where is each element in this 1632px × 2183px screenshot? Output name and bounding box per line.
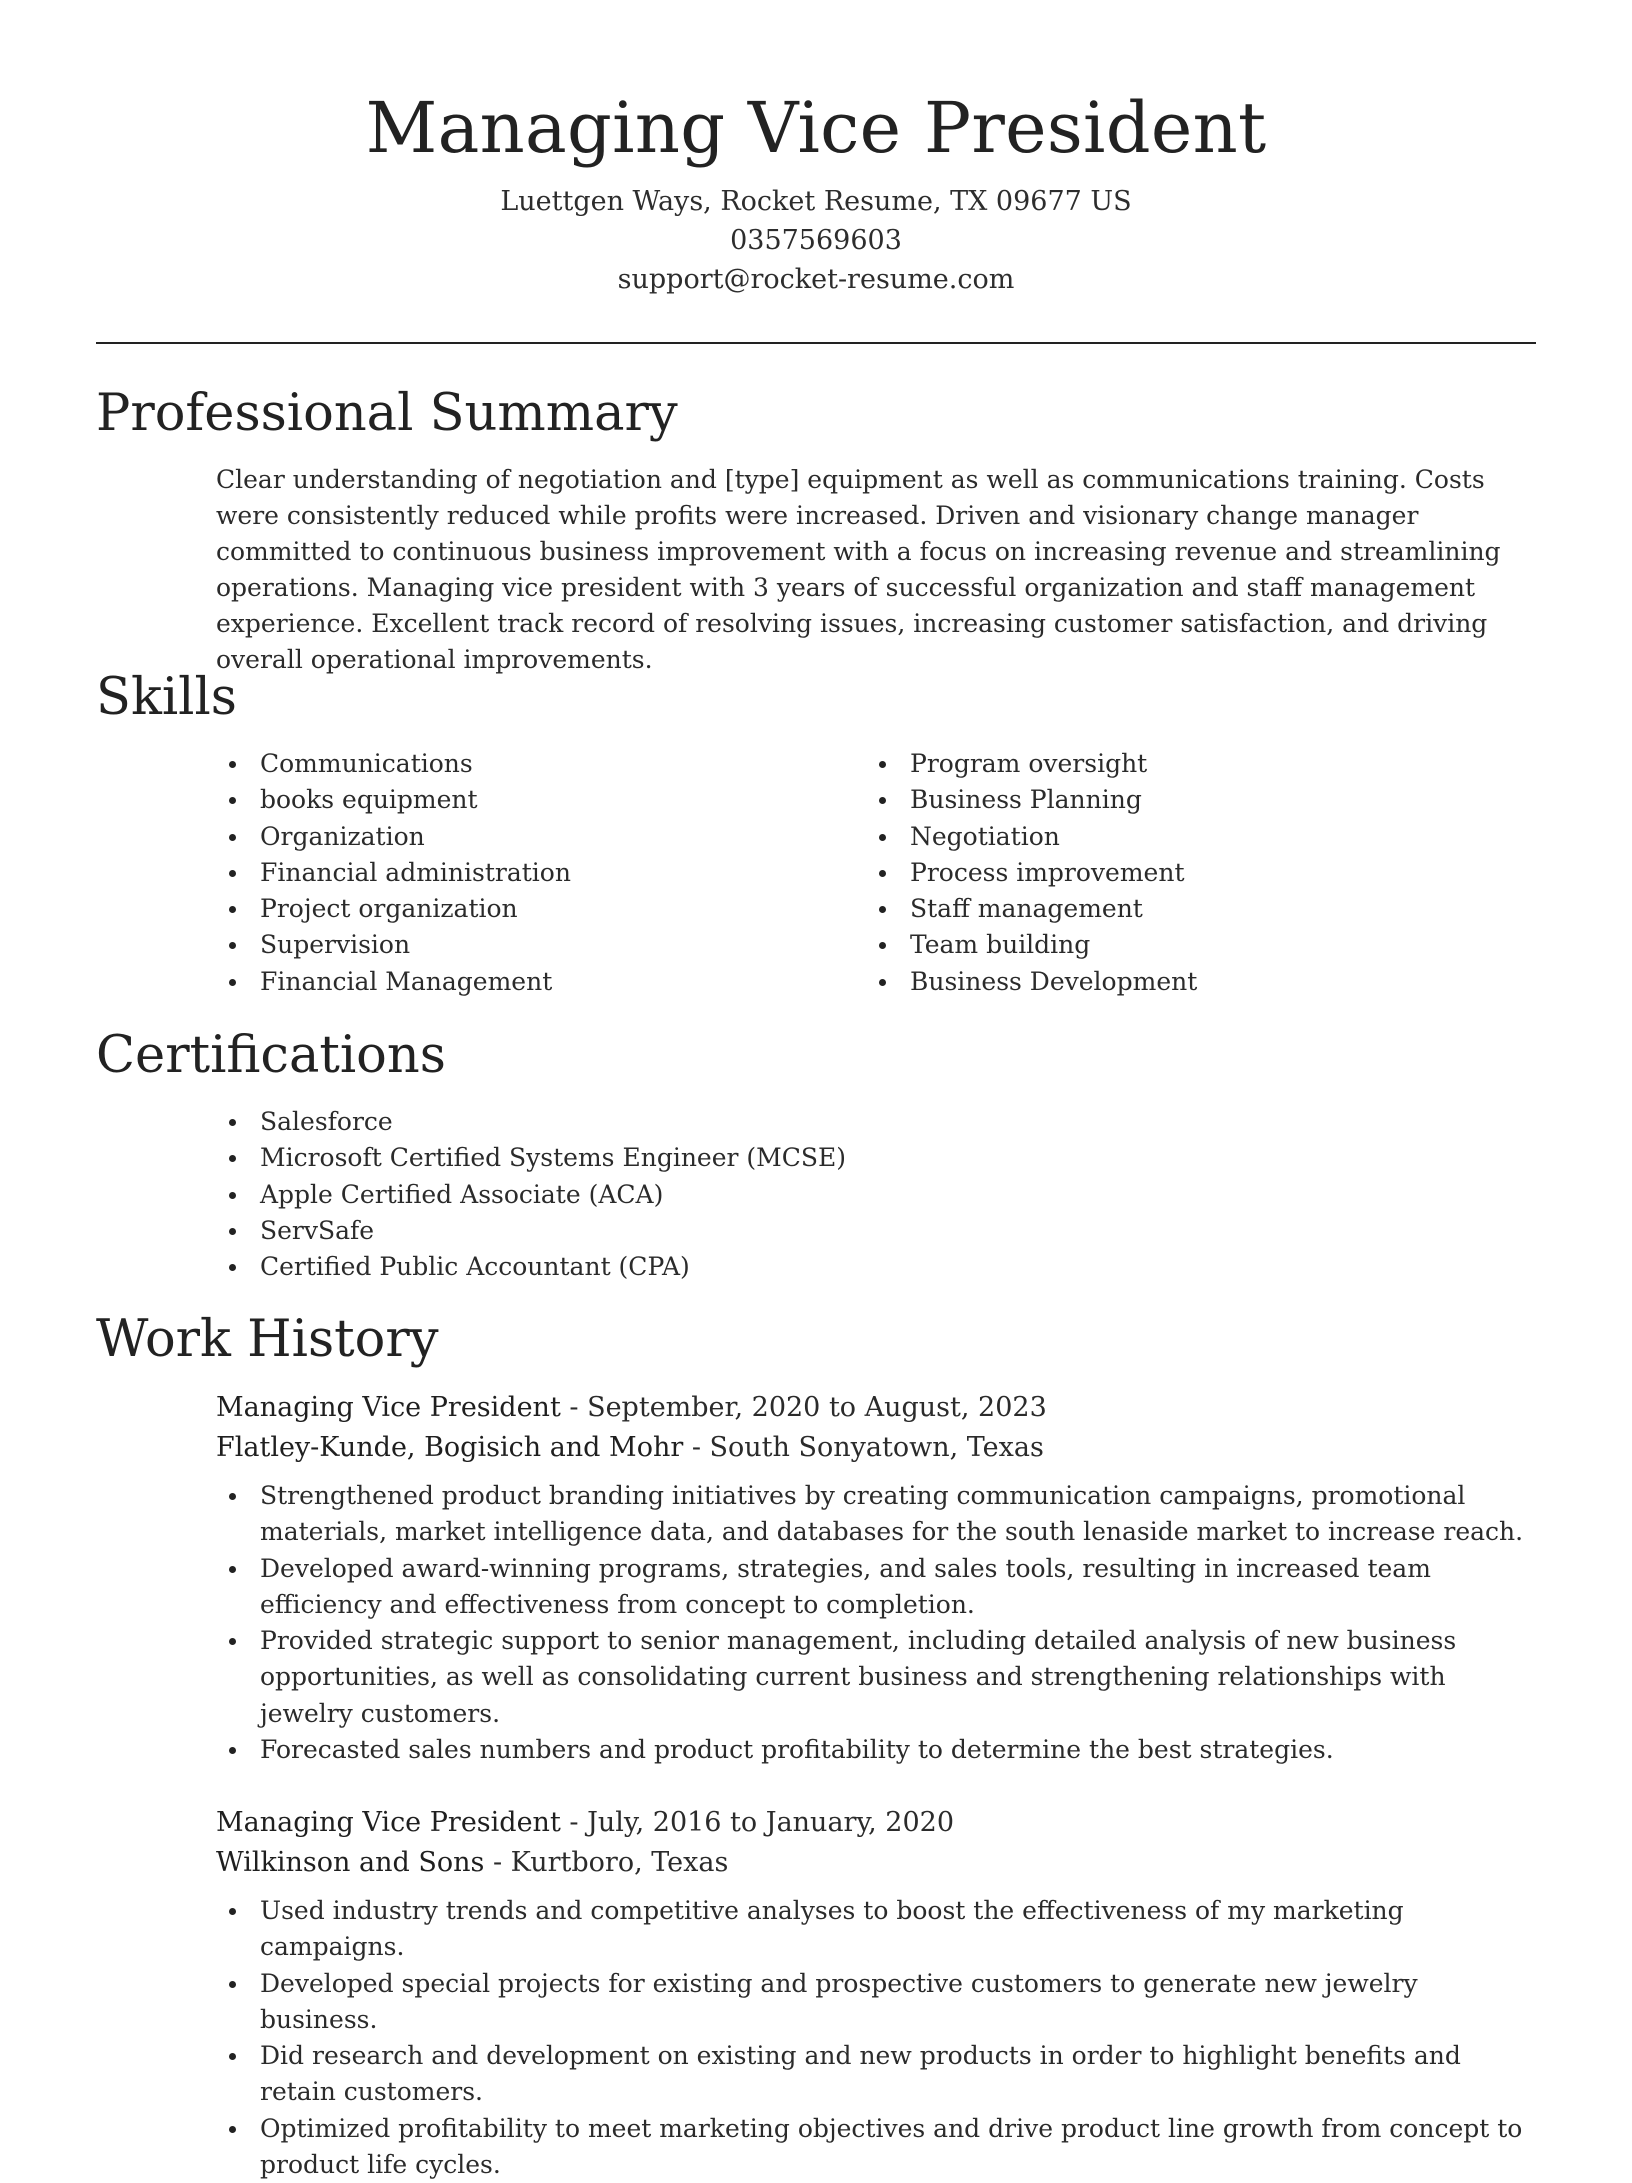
skill-item: Team building xyxy=(866,927,1506,963)
section-title-summary: Professional Summary xyxy=(96,384,678,443)
job-company-line xyxy=(216,1843,1536,1883)
skill-item: Project organization xyxy=(216,891,856,927)
job-location: - Kurtboro, Texas xyxy=(484,1847,729,1878)
job-company: Flatley-Kunde, Bogisich and Mohr xyxy=(216,1432,684,1463)
skill-item: Process improvement xyxy=(866,855,1506,891)
header-divider xyxy=(96,342,1536,344)
skill-item: Financial administration xyxy=(216,855,856,891)
job-duty: Provided strategic support to senior management, including detailed analysis of new business opportunities, as well as consolidating current business and strengthening relationships with jewelry customers. xyxy=(216,1623,1536,1732)
job-duty: Strengthened product branding initiatives by creating communication campaigns, promotional materials, market intelligence data, and databases for the south lenaside market to increase reach. xyxy=(216,1478,1536,1551)
contact-email[interactable]: support@rocket-resume.com xyxy=(617,264,1015,295)
skill-item: Communications xyxy=(216,746,856,782)
job-duty: Developed special projects for existing and prospective customers to generate new jewelry business. xyxy=(216,1966,1536,2039)
certification-item: Salesforce xyxy=(216,1104,1516,1140)
resume-header xyxy=(96,84,1536,299)
certification-item: Microsoft Certified Systems Engineer (MCSE) xyxy=(216,1140,1516,1176)
job-company: Wilkinson and Sons xyxy=(216,1847,485,1878)
job-role: Managing Vice President xyxy=(216,1807,561,1838)
certification-item: ServSafe xyxy=(216,1213,1516,1249)
job-role: Managing Vice President xyxy=(216,1392,561,1423)
job-role-line xyxy=(216,1388,1536,1428)
skill-item: Staff management xyxy=(866,891,1506,927)
job-duty: Optimized profitability to meet marketing objectives and drive product line growth from concept to product life cycles. xyxy=(216,2111,1536,2183)
job-role-line xyxy=(216,1803,1536,1843)
job-dates: - September, 2020 to August, 2023 xyxy=(560,1392,1047,1423)
skill-item: Business Development xyxy=(866,964,1506,1000)
job-company-line xyxy=(216,1428,1536,1468)
certification-item: Certified Public Accountant (CPA) xyxy=(216,1249,1516,1285)
skill-item: Organization xyxy=(216,819,856,855)
job-location: - South Sonyatown, Texas xyxy=(683,1432,1044,1463)
candidate-title: Managing Vice President xyxy=(365,87,1267,169)
skill-item: Business Planning xyxy=(866,782,1506,818)
job-dates: - July, 2016 to January, 2020 xyxy=(560,1807,954,1838)
skill-item: Supervision xyxy=(216,927,856,963)
job-duty: Did research and development on existing and new products in order to highlight benefits and retain customers. xyxy=(216,2038,1536,2111)
job-duty: Developed award-winning programs, strategies, and sales tools, resulting in increased team efficiency and effectiveness from concept to completion. xyxy=(216,1551,1536,1624)
job-entry xyxy=(216,1388,1536,1768)
job-duty: Used industry trends and competitive analyses to boost the effectiveness of my marketing campaigns. xyxy=(216,1893,1536,1966)
skill-item: Program oversight xyxy=(866,746,1506,782)
skills-list-right xyxy=(866,746,1506,1000)
job-duties-list xyxy=(216,1478,1536,1768)
job-duty: Forecasted sales numbers and product profitability to determine the best strategies. xyxy=(216,1732,1536,1768)
section-title-skills: Skills xyxy=(96,668,237,727)
certifications-list xyxy=(216,1104,1516,1285)
job-entry xyxy=(216,1803,1536,2183)
section-title-certifications: Certifications xyxy=(96,1026,446,1085)
summary-text: Clear understanding of negotiation and [type] equipment as well as communications training. Costs were consistently reduced while profits were increased. Driven and visionary change manager committed to continuous business improvement with a focus on increasing revenue and streamlining operations. Managing vice president with 3 years of successful organization and staff management experience. Excellent track record of resolving issues, increasing customer satisfaction, and driving overall operational improvements. xyxy=(216,465,1501,674)
skill-item: books equipment xyxy=(216,782,856,818)
skill-item: Negotiation xyxy=(866,819,1506,855)
contact-phone: 0357569603 xyxy=(730,225,902,256)
skills-list-left xyxy=(216,746,856,1000)
job-duties-list xyxy=(216,1893,1536,2183)
certification-item: Apple Certified Associate (ACA) xyxy=(216,1177,1516,1213)
skill-item: Financial Management xyxy=(216,964,856,1000)
section-title-work-history: Work History xyxy=(96,1310,439,1369)
contact-address: Luettgen Ways, Rocket Resume, TX 09677 US xyxy=(500,186,1132,217)
